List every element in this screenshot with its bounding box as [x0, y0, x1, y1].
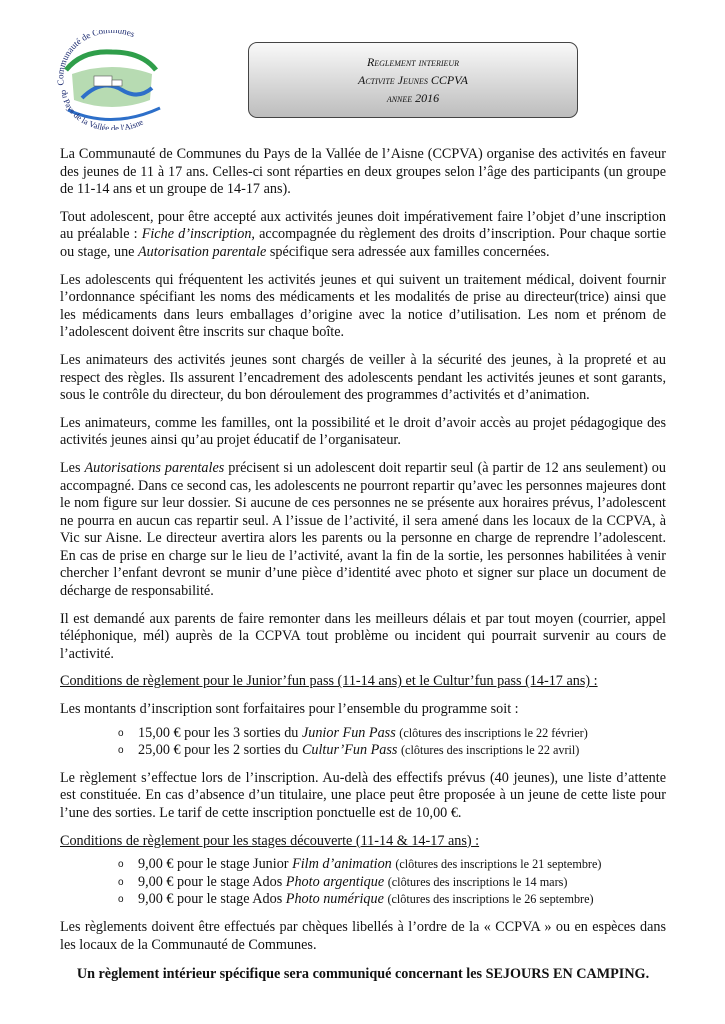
list-item: o 25,00 € pour les 2 sorties du Cultur’Fun Pass (clôtures des inscriptions le 22 avril) — [118, 742, 580, 759]
paragraph-autorisations: Les Autorisations parentales précisent si un adolescent doit repartir seul (à partir de 12 ans seulement) ou accompagné. Dans ce second cas, les adolescents ne pourront repartir qu’avec les personnes majeures dont le nom figure sur leur dossier. Si aucune de ces personnes ne se présente aux horaires prévus, l’adolescent ne pourra en aucun cas repartir seul. A l’issue de l’activité, il sera amené dans les locaux de la CCPVA, à Vic sur Aisne. Le directeur avertira alors les parents ou la personne en charge de reprendre l’adolescent. En cas de prise en charge sur le lieu de l’activité, avant la fin de la sortie, les personnes habilitées à venir chercher l’enfant devront se munir d’une pièce d’identité avec photo et signer sur place un document de décharge de responsabilité. — [60, 459, 666, 600]
logo-text-top: Communauté de Com unes — [55, 30, 137, 86]
paragraph-animateurs: Les animateurs des activités jeunes sont chargés de veiller à la sécurité des jeunes, à la propreté et au respect des règles. Ils assurent l’encadrement des adolescents pendant les activités jeunes et sont garants, sous le contrôle du directeur, du bon déroulement des programmes d’activités et d’animation. — [60, 351, 666, 404]
list-item: o 9,00 € pour le stage Ados Photo argentique (clôtures des inscriptions le 14 mars) — [118, 873, 568, 890]
paragraph-montants: Les montants d’inscription sont forfaitaires pour l’ensemble du programme soit : — [60, 701, 519, 718]
section-heading-stages: Conditions de règlement pour les stages découverte (11-14 & 14-17 ans) : — [60, 832, 480, 849]
title-line-2: Activite Jeunes CCPVA — [358, 73, 468, 87]
list-item: o 9,00 € pour le stage Junior Film d’animation (clôtures des inscriptions le 21 septembre) — [118, 856, 602, 873]
final-notice: Un règlement intérieur spécifique sera communiqué concernant les SEJOURS EN CAMPING. — [76, 966, 650, 983]
paragraph-inscription: Tout adolescent, pour être accepté aux activités jeunes doit impérativement faire l’objet d’une inscription au préalable : Fiche d’inscription, accompagnée du règlement des droits d’inscription. Pour chaque sortie ou stage, une Autorisation parentale spécifique sera adressée aux familles concernées. — [60, 208, 666, 260]
title-line-3: annee 2016 — [386, 91, 440, 105]
title-line-1: Reglement interieur — [366, 55, 460, 69]
document-body — [60, 146, 666, 994]
logo-text-bottom: du Pays de la Vallée de l'Aisne — [59, 89, 145, 130]
paragraph-projet: Les animateurs, comme les familles, ont la possibilité et le droit d’avoir accès au projet pédagogique des activités jeunes ainsi qu’au projet éducatif de l’organisateur. — [60, 414, 666, 449]
paragraph-incidents: Il est demandé aux parents de faire remonter dans les meilleurs délais et par tout moyen (courrier, appel téléphonique, mél) auprès de la CCPVA tout problème ou incident qui pourrait survenir au cours de l’activité. — [60, 610, 666, 662]
paragraph-medical: Les adolescents qui fréquentent les activités jeunes et qui suivent un traitement médical, doivent fournir l’ordonnance spécifiant les noms des médicaments et les modalités de prise au directeur(trice) ainsi que les médicaments dans leurs emballages d’origine avec la notice d’utilisation. Les nom et prénom de l’adolescent doivent être inscrits sur chaque boîte. — [60, 271, 666, 341]
fun-pass-list — [60, 725, 666, 760]
stages-list — [60, 856, 666, 909]
list-item: o 9,00 € pour le stage Ados Photo numérique (clôtures des inscriptions le 26 septembre) — [118, 891, 594, 908]
list-item: o 15,00 € pour les 3 sorties du Junior Fun Pass (clôtures des inscriptions le 22 février) — [118, 724, 588, 741]
document-title-box — [248, 42, 578, 118]
paragraph-reglement: Le règlement s’effectue lors de l’inscription. Au-delà des effectifs prévus (40 jeunes), une liste d’attente est constituée. En cas d’absence d’un titulaire, une place peut être proposée à un jeune de cette liste pour l’une des sorties. Le tarif de cette inscription ponctuelle est de 10,00 €. — [60, 769, 666, 821]
paragraph-paiement: Les règlements doivent être effectués par chèques libellés à l’ordre de la « CCPVA » ou en espèces dans les locaux de la Communauté de Communes. — [60, 918, 666, 953]
paragraph-intro: La Communauté de Communes du Pays de la Vallée de l’Aisne (CCPVA) organise des activités en faveur des jeunes de 11 à 17 ans. Celles-ci sont réparties en deux groupes selon l’âge des participants (un groupe de 11-14 ans et un groupe de 14-17 ans). — [60, 146, 666, 198]
ccpva-logo — [52, 30, 172, 130]
section-heading-fun-pass: Conditions de règlement pour le Junior’fun pass (11-14 ans) et le Cultur’fun pass (14-17 ans) : — [60, 673, 598, 690]
